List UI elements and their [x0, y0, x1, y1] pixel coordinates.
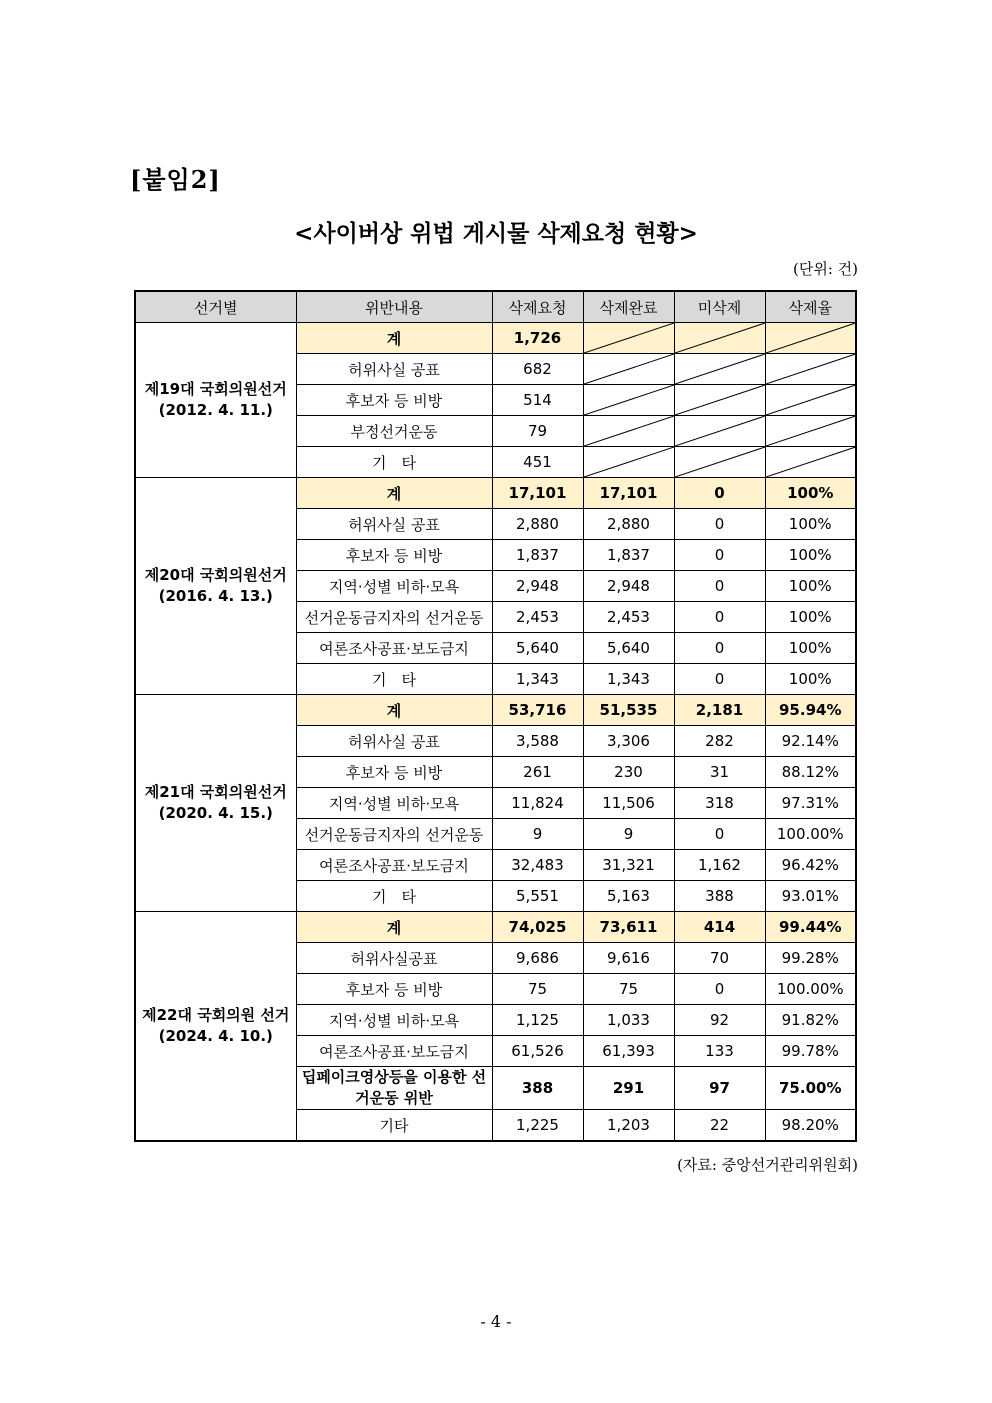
empty-diagonal-cell — [765, 416, 856, 447]
violation-type: 여론조사공표·보도금지 — [296, 633, 492, 664]
diagonal-line — [766, 323, 856, 353]
not-deleted-value: 388 — [674, 881, 765, 912]
not-deleted-value: 31 — [674, 757, 765, 788]
not-deleted-value: 318 — [674, 788, 765, 819]
election-date: (2012. 4. 11.) — [158, 401, 273, 419]
rate-value: 100% — [765, 540, 856, 571]
requested-value: 451 — [492, 447, 583, 478]
not-deleted-value: 0 — [674, 664, 765, 695]
table-body — [135, 323, 856, 1142]
requested-value: 3,588 — [492, 726, 583, 757]
diagonal-line — [675, 385, 765, 415]
violation-type: 여론조사공표·보도금지 — [296, 850, 492, 881]
attachment-label: [붙임2] — [130, 165, 221, 194]
unit-label: (단위: 건) — [793, 260, 858, 278]
violation-type: 허위사실공표 — [296, 943, 492, 974]
not-deleted-value: 1,162 — [674, 850, 765, 881]
header-rate: 삭제율 — [765, 291, 856, 323]
requested-value: 11,824 — [492, 788, 583, 819]
total-row — [135, 695, 856, 726]
total-deleted: 73,611 — [583, 912, 674, 943]
total-not-deleted: 414 — [674, 912, 765, 943]
requested-value: 1,125 — [492, 1005, 583, 1036]
not-deleted-value: 70 — [674, 943, 765, 974]
total-label: 계 — [296, 323, 492, 354]
not-deleted-value: 0 — [674, 974, 765, 1005]
not-deleted-value: 133 — [674, 1036, 765, 1067]
diagonal-line — [675, 354, 765, 384]
not-deleted-value: 282 — [674, 726, 765, 757]
requested-value: 682 — [492, 354, 583, 385]
rate-value: 99.78% — [765, 1036, 856, 1067]
page-number: - 4 - — [480, 1312, 512, 1331]
diagonal-line — [675, 447, 765, 477]
election-date: (2024. 4. 10.) — [158, 1027, 273, 1045]
election-date: (2020. 4. 15.) — [158, 804, 273, 822]
election-name: 제19대 국회의원선거 — [144, 380, 287, 398]
requested-value: 5,551 — [492, 881, 583, 912]
deleted-value: 2,948 — [583, 571, 674, 602]
violation-type: 딥페이크영상등을 이용한 선거운동 위반 — [296, 1067, 492, 1110]
rate-value: 100% — [765, 509, 856, 540]
empty-diagonal-cell — [583, 416, 674, 447]
total-label: 계 — [296, 695, 492, 726]
violation-type: 지역·성별 비하·모욕 — [296, 788, 492, 819]
requested-value: 2,453 — [492, 602, 583, 633]
deleted-value: 2,880 — [583, 509, 674, 540]
requested-value: 1,225 — [492, 1110, 583, 1142]
requested-value: 261 — [492, 757, 583, 788]
rate-value: 75.00% — [765, 1067, 856, 1110]
source-note: (자료: 중앙선거관리위원회) — [677, 1156, 858, 1174]
deleted-value: 61,393 — [583, 1036, 674, 1067]
diagonal-line — [766, 354, 856, 384]
rate-value: 98.20% — [765, 1110, 856, 1142]
requested-value: 5,640 — [492, 633, 583, 664]
total-requested: 1,726 — [492, 323, 583, 354]
diagonal-line — [584, 447, 674, 477]
diagonal-line — [675, 416, 765, 446]
violation-type: 후보자 등 비방 — [296, 540, 492, 571]
election-name: 제21대 국회의원선거 — [144, 783, 287, 801]
deleted-value: 1,837 — [583, 540, 674, 571]
empty-diagonal-cell — [674, 447, 765, 478]
empty-diagonal-cell — [765, 447, 856, 478]
empty-diagonal-cell — [674, 354, 765, 385]
election-name: 제20대 국회의원선거 — [144, 566, 287, 584]
violation-type: 여론조사공표·보도금지 — [296, 1036, 492, 1067]
deleted-value: 11,506 — [583, 788, 674, 819]
violation-type: 지역·성별 비하·모욕 — [296, 571, 492, 602]
violation-type: 후보자 등 비방 — [296, 757, 492, 788]
rate-value: 100.00% — [765, 819, 856, 850]
requested-value: 514 — [492, 385, 583, 416]
total-rate: 95.94% — [765, 695, 856, 726]
deleted-value: 9,616 — [583, 943, 674, 974]
deleted-value: 5,163 — [583, 881, 674, 912]
deleted-value: 2,453 — [583, 602, 674, 633]
empty-diagonal-cell — [583, 447, 674, 478]
header-requested: 삭제요청 — [492, 291, 583, 323]
requested-value: 1,343 — [492, 664, 583, 695]
empty-diagonal-cell — [583, 323, 674, 354]
requested-value: 388 — [492, 1067, 583, 1110]
violation-type: 허위사실 공표 — [296, 726, 492, 757]
violation-type: 후보자 등 비방 — [296, 385, 492, 416]
violation-type: 선거운동금지자의 선거운동 — [296, 602, 492, 633]
total-requested: 74,025 — [492, 912, 583, 943]
diagonal-line — [675, 323, 765, 353]
rate-value: 99.28% — [765, 943, 856, 974]
rate-value: 100% — [765, 664, 856, 695]
empty-diagonal-cell — [765, 354, 856, 385]
election-cell — [135, 695, 296, 912]
total-label: 계 — [296, 478, 492, 509]
rate-value: 93.01% — [765, 881, 856, 912]
deleted-value: 1,343 — [583, 664, 674, 695]
violation-type: 선거운동금지자의 선거운동 — [296, 819, 492, 850]
empty-diagonal-cell — [674, 385, 765, 416]
empty-diagonal-cell — [583, 354, 674, 385]
deleted-value: 5,640 — [583, 633, 674, 664]
rate-value: 92.14% — [765, 726, 856, 757]
rate-value: 100.00% — [765, 974, 856, 1005]
diagonal-line — [584, 385, 674, 415]
diagonal-line — [584, 323, 674, 353]
deleted-value: 1,033 — [583, 1005, 674, 1036]
empty-diagonal-cell — [674, 323, 765, 354]
requested-value: 32,483 — [492, 850, 583, 881]
violation-type: 지역·성별 비하·모욕 — [296, 1005, 492, 1036]
total-requested: 17,101 — [492, 478, 583, 509]
requested-value: 2,880 — [492, 509, 583, 540]
violation-type: 후보자 등 비방 — [296, 974, 492, 1005]
election-cell — [135, 323, 296, 478]
deleted-value: 3,306 — [583, 726, 674, 757]
deleted-value: 31,321 — [583, 850, 674, 881]
empty-diagonal-cell — [765, 323, 856, 354]
not-deleted-value: 0 — [674, 602, 765, 633]
header-row — [135, 291, 856, 323]
header-election: 선거별 — [135, 291, 296, 323]
deleted-value: 9 — [583, 819, 674, 850]
not-deleted-value: 92 — [674, 1005, 765, 1036]
not-deleted-value: 0 — [674, 633, 765, 664]
requested-value: 9,686 — [492, 943, 583, 974]
rate-value: 96.42% — [765, 850, 856, 881]
deleted-value: 291 — [583, 1067, 674, 1110]
deletion-request-table — [134, 290, 857, 1142]
deleted-value: 230 — [583, 757, 674, 788]
total-not-deleted: 2,181 — [674, 695, 765, 726]
total-label: 계 — [296, 912, 492, 943]
header-not-deleted: 미삭제 — [674, 291, 765, 323]
total-row — [135, 323, 856, 354]
not-deleted-value: 97 — [674, 1067, 765, 1110]
total-row — [135, 912, 856, 943]
total-deleted: 51,535 — [583, 695, 674, 726]
requested-value: 61,526 — [492, 1036, 583, 1067]
election-name: 제22대 국회의원 선거 — [142, 1006, 290, 1024]
total-deleted: 17,101 — [583, 478, 674, 509]
requested-value: 79 — [492, 416, 583, 447]
not-deleted-value: 22 — [674, 1110, 765, 1142]
diagonal-line — [766, 447, 856, 477]
not-deleted-value: 0 — [674, 819, 765, 850]
violation-type: 기 타 — [296, 881, 492, 912]
not-deleted-value: 0 — [674, 509, 765, 540]
violation-type: 기타 — [296, 1110, 492, 1142]
requested-value: 1,837 — [492, 540, 583, 571]
requested-value: 2,948 — [492, 571, 583, 602]
total-row — [135, 478, 856, 509]
requested-value: 9 — [492, 819, 583, 850]
rate-value: 88.12% — [765, 757, 856, 788]
deleted-value: 75 — [583, 974, 674, 1005]
violation-type: 허위사실 공표 — [296, 354, 492, 385]
empty-diagonal-cell — [765, 385, 856, 416]
rate-value: 100% — [765, 571, 856, 602]
violation-type: 기 타 — [296, 664, 492, 695]
not-deleted-value: 0 — [674, 571, 765, 602]
rate-value: 91.82% — [765, 1005, 856, 1036]
rate-value: 97.31% — [765, 788, 856, 819]
diagonal-line — [584, 354, 674, 384]
election-cell — [135, 912, 296, 1142]
rate-value: 100% — [765, 633, 856, 664]
page-title: <사이버상 위법 게시물 삭제요청 현황> — [294, 220, 698, 247]
violation-type: 기 타 — [296, 447, 492, 478]
empty-diagonal-cell — [583, 385, 674, 416]
diagonal-line — [766, 416, 856, 446]
requested-value: 75 — [492, 974, 583, 1005]
header-violation: 위반내용 — [296, 291, 492, 323]
diagonal-line — [766, 385, 856, 415]
election-cell — [135, 478, 296, 695]
violation-type: 허위사실 공표 — [296, 509, 492, 540]
empty-diagonal-cell — [674, 416, 765, 447]
deleted-value: 1,203 — [583, 1110, 674, 1142]
election-date: (2016. 4. 13.) — [158, 587, 273, 605]
diagonal-line — [584, 416, 674, 446]
total-rate: 99.44% — [765, 912, 856, 943]
rate-value: 100% — [765, 602, 856, 633]
header-deleted: 삭제완료 — [583, 291, 674, 323]
total-not-deleted: 0 — [674, 478, 765, 509]
not-deleted-value: 0 — [674, 540, 765, 571]
total-rate: 100% — [765, 478, 856, 509]
violation-type: 부정선거운동 — [296, 416, 492, 447]
total-requested: 53,716 — [492, 695, 583, 726]
